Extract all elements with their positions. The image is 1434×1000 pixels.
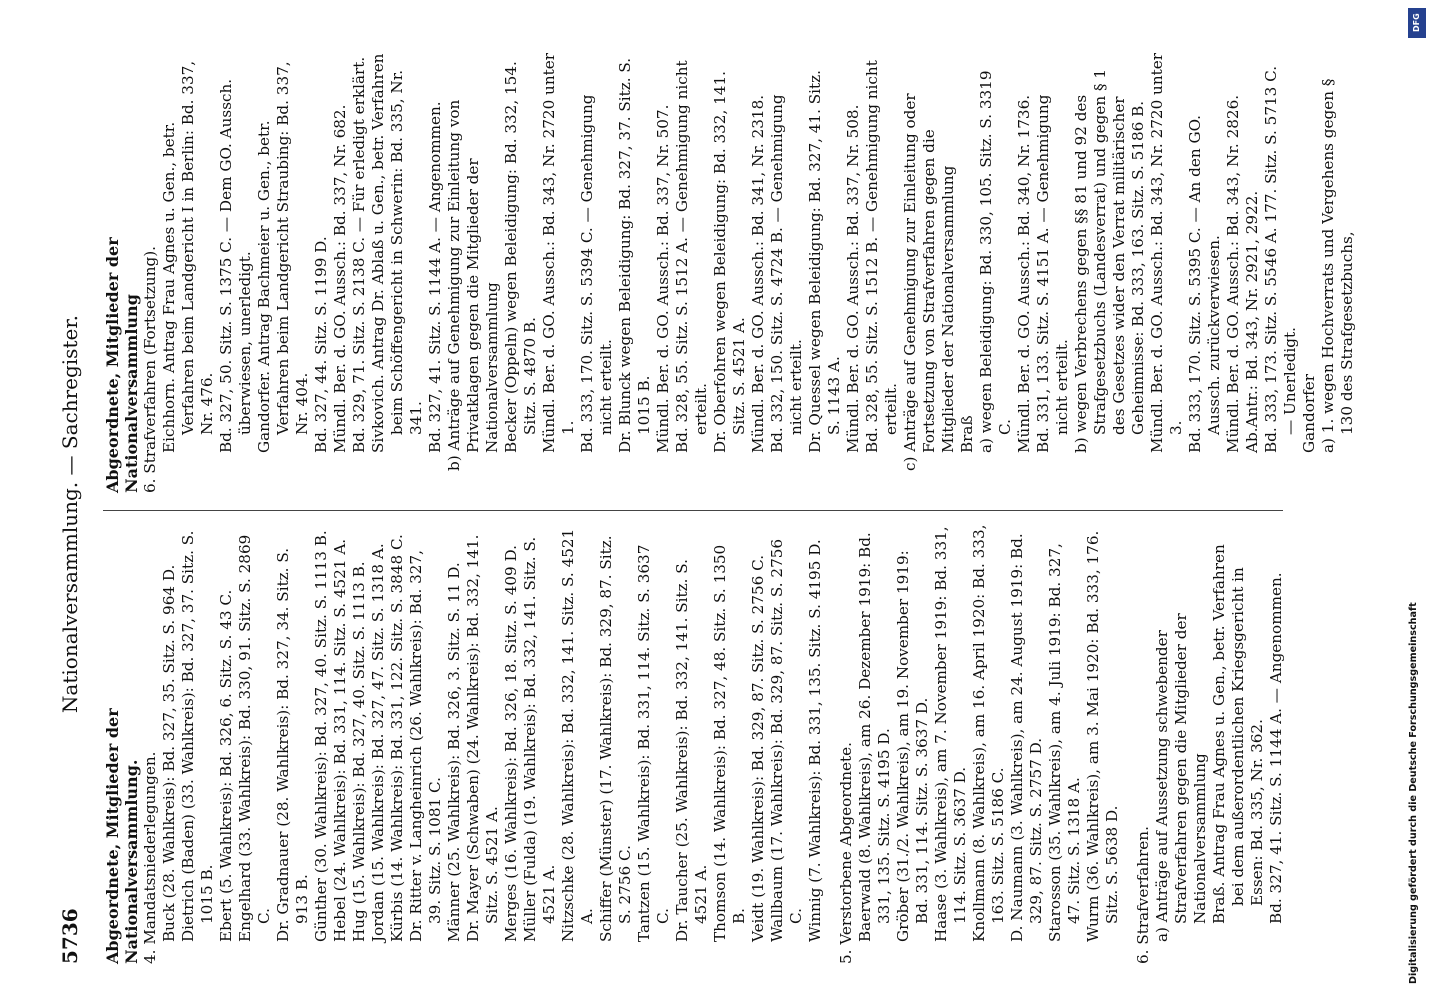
running-title: Nationalversammlung. — Sachregister. [58, 314, 82, 714]
right-column [103, 53, 1357, 493]
register-entry: Bd. 327, 50. Sitz. S. 1375 C. — Dem GO. Aussch. überwiesen, unerledigt. [217, 78, 254, 453]
register-entry: Sivkovich. Antrag Dr. Ablaß u. Gen., betr. Verfahren beim Schöffengericht in Schwerin: Bd. 335, Nr. 341. [369, 53, 425, 453]
register-entry: Knollmann (8. Wahlkreis), am 16. April 1920: Bd. 333, 163. Sitz. S. 5186 C. [970, 524, 1007, 942]
register-entry: Bd. 327, 41. Sitz. S. 1144 A. — Angenommen. [1267, 572, 1285, 924]
register-entry: Mündl. Ber. d. GO. Aussch.: Bd. 343, Nr. 2720 unter 1. [540, 53, 577, 453]
spacer [1122, 524, 1134, 964]
register-entry: Bd. 328, 55. Sitz. S. 1512 B. — Genehmigung nicht erteilt. [863, 60, 900, 453]
register-entry: Mündl. Ber. d. GO. Aussch.: Bd. 343, Nr. 2720 unter 3. [1148, 53, 1185, 453]
register-entry: Bd. 333, 170. Sitz. S. 5394 C. — Genehmigung nicht erteilt. [578, 94, 615, 453]
register-entry: Veidt (19. Wahlkreis): Bd. 329, 87. Sitz. S. 2756 C. [749, 554, 767, 942]
register-entry: Müller (Fulda) (19. Wahlkreis): Bd. 332, 141. Sitz. S. 4521 A. [521, 536, 558, 942]
register-entry: Mündl. Ber. d. GO. Aussch.: Bd. 337, Nr. 508. [844, 104, 862, 453]
spacer [825, 524, 837, 964]
register-entry: Gandorfer [1300, 374, 1318, 453]
register-entry: Jordan (15. Wahlkreis): Bd. 327, 47. Sitz. S. 1318 A. [369, 543, 387, 942]
column-divider [103, 510, 1283, 511]
register-entry: Engelhard (33. Wahlkreis): Bd. 330, 91. Sitz. S. 2869 C. [236, 534, 273, 942]
register-entry: Dr. Taucher (25. Wahlkreis): Bd. 332, 141. Sitz. S. 4521 A. [673, 559, 710, 942]
register-entry: Ebert (5. Wahlkreis): Bd. 326, 6. Sitz. S. 43 C. [217, 589, 235, 942]
register-entry: Starosson (35. Wahlkreis), am 4. Juli 1919: Bd. 327, 47. Sitz. S. 1318 A. [1046, 543, 1083, 942]
register-entry: 6. Strafverfahren (Fortsetzung). [141, 246, 159, 493]
register-entry: Bd. 327, 41. Sitz. S. 1144 A. — Angenommen. [426, 101, 444, 453]
register-entry: Hebel (24. Wahlkreis): Bd. 331, 114. Sitz. S. 4521 A. [331, 538, 349, 942]
register-entry: Braß [958, 415, 976, 453]
register-entry: Mündl. Ber. d. GO. Aussch.: Bd. 343, Nr. 2826. [1224, 94, 1242, 453]
register-entry: Hug (15. Wahlkreis): Bd. 327, 40. Sitz. S. 1113 B. [350, 561, 368, 942]
register-entry: Gandorfer. Antrag Bachmeier u. Gen., betr. Verfahren beim Landgericht Straubing: Bd. 337, Nr. 404. [255, 61, 311, 453]
page-number: 5736 [58, 908, 82, 964]
register-entry: Mündl. Ber. d. GO. Aussch.: Bd. 337, Nr. 682. [331, 104, 349, 453]
register-entry: Winnig (7. Wahlkreis): Bd. 331, 135. Sitz. S. 4195 D. [806, 539, 824, 942]
funding-note: Digitalisierung gefördert durch die Deutsche Forschungsgemeinschaft [1408, 602, 1419, 984]
register-entry: Kürbis (14. Wahlkreis): Bd. 331, 122. Sitz. S. 3848 C. [388, 534, 406, 942]
left-column [103, 524, 1286, 964]
register-entry: Männer (25. Wahlkreis): Bd. 326, 3. Sitz. S. 11 D. [445, 562, 463, 942]
register-entry: 5. Verstorbene Abgeordnete. [837, 742, 855, 964]
dfg-sidebar [1408, 8, 1428, 988]
register-entry: a) Anträge auf Aussetzung schwebender Strafverfahren gegen die Mitglieder der Nationalversammlung [1153, 613, 1209, 942]
register-entry: Merges (16. Wahlkreis): Bd. 326, 18. Sitz. S. 409 D. [502, 545, 520, 942]
dfg-logo: DFG [1408, 8, 1426, 38]
register-entry: Braß. Antrag Frau Agnes u. Gen., betr. Verfahren bei dem außerordentlichen Kriegsgericht in Essen: Bd. 335, Nr. 362. [1210, 544, 1266, 924]
register-entry: Dr. Mayer (Schwaben) (24. Wahlkreis): Bd. 332, 141. Sitz. S. 4521 A. [464, 534, 501, 942]
register-entry: Dr. Gradnauer (28. Wahlkreis): Bd. 327, 34. Sitz. S. 913 B. [274, 547, 311, 942]
register-entry: Ab.Antr.: Bd. 343, Nr. 2921, 2922. [1243, 190, 1261, 453]
register-entry: Becker (Oppeln) wegen Beleidigung: Bd. 332, 154. Sitz. S. 4870 B. [502, 61, 539, 453]
register-entry: Baerwald (8. Wahlkreis), am 26. Dezember 1919: Bd. 331, 135. Sitz. S. 4195 D. [856, 532, 893, 942]
register-entry: Dr. Quessel wegen Beleidigung: Bd. 327, 41. Sitz. S. 1143 A. [806, 70, 843, 453]
register-entry: Dr. Ritter v. Langheinrich (26. Wahlkreis): Bd. 327, 39. Sitz. S. 1081 C. [407, 550, 444, 942]
register-entry: Günther (30. Wahlkreis): Bd. 327, 40. Sitz. S. 1113 B. [312, 530, 330, 942]
register-entry: b) Anträge auf Genehmigung zur Einleitung von Privatklagen gegen die Mitglieder der Nationalversammlung [445, 99, 501, 471]
register-entry: Bd. 331, 133. Sitz. S. 4151 A. — Genehmigung nicht erteilt. [1034, 94, 1071, 453]
register-entry: Buck (28. Wahlkreis): Bd. 327, 35. Sitz. S. 964 D. [160, 564, 178, 942]
section-heading: Abgeordnete, Mitglieder der Nationalversammlung [103, 237, 141, 493]
register-entry: Schiffer (Münster) (17. Wahlkreis): Bd. 329, 87. Sitz. S. 2756 C. [597, 535, 634, 942]
register-entry: Bd. 333, 173. Sitz. S. 5546 A. 177. Sitz. S. 5713 C. — Unerledigt. [1262, 65, 1299, 453]
register-entry: Tantzen (15. Wahlkreis): Bd. 331, 114. Sitz. S. 3637 C. [635, 544, 672, 942]
register-entry: 6. Strafverfahren. [1134, 826, 1152, 964]
register-entry: Mündl. Ber. d. GO. Aussch.: Bd. 341, Nr. 2318. [749, 94, 767, 453]
register-entry: Nitzschke (28. Wahlkreis): Bd. 332, 141. Sitz. S. 4521 A. [559, 528, 596, 942]
register-entry: Bd. 327, 44. Sitz. S. 1199 D. [312, 236, 330, 453]
register-entry: Bd. 328, 55. Sitz. S. 1512 A. — Genehmigung nicht erteilt. [673, 60, 710, 453]
register-entry: Bd. 329, 71. Sitz. S. 2138 C. — Für erledigt erklärt. [350, 56, 368, 453]
register-entry: Wurm (36. Wahlkreis), am 3. Mai 1920: Bd. 333, 176. Sitz. S. 5638 D. [1084, 530, 1121, 942]
register-entry: D. Naumann (3. Wahlkreis), am 24. August 1919: Bd. 329, 87. Sitz. S. 2757 D. [1008, 533, 1045, 942]
register-entry: Mündl. Ber. d. GO. Aussch.: Bd. 337, Nr. 507. [654, 104, 672, 453]
register-entry: c) Anträge auf Genehmigung zur Einleitung oder Fortsetzung von Strafverfahren gegen die Mitglieder der Nationalversammlung [901, 93, 957, 471]
document-page [48, 38, 1356, 978]
register-entry: b) wegen Verbrechens gegen §§ 81 und 92 des Strafgesetzbuchs (Landesverrat) und gegen § 1 des Gesetzes wider den Verrat militärischer Geheimnisse: Bd. 333, 163. Sitz. S. 5186 B. [1072, 68, 1147, 453]
register-entry: 4. Mandatsniederlegungen. [141, 751, 159, 964]
register-entry: Bd. 332, 150. Sitz. S. 4724 B. — Genehmigung nicht erteilt. [768, 94, 805, 453]
register-entry: Dietrich (Baden) (33. Wahlkreis): Bd. 327, 37. Sitz. S. 1015 B. [179, 530, 216, 942]
register-entry: Gröber (31./2. Wahlkreis), am 19. November 1919: Bd. 331, 114. Sitz. S. 3637 D. [894, 550, 931, 942]
register-entry: Dr. Blunck wegen Beleidigung: Bd. 327, 37. Sitz. S. 1015 B. [616, 57, 653, 453]
register-entry: Haase (3. Wahlkreis), am 7. November 1919: Bd. 331, 114. Sitz. S. 3637 D. [932, 526, 969, 942]
section-heading: Abgeordnete, Mitglieder der Nationalversammlung. [103, 708, 141, 964]
register-entry: a) wegen Beleidigung: Bd. 330, 105. Sitz. S. 3319 C. [977, 70, 1014, 453]
rotated-page [48, 53, 1434, 978]
register-entry: Eichhorn. Antrag Frau Agnes u. Gen., betr. Verfahren beim Landgericht I in Berlin: Bd. 337, Nr. 476. [160, 60, 216, 453]
register-entry: Bd. 333, 170. Sitz. S. 5395 C. — An den GO. Aussch. zurückverwiesen. [1186, 114, 1223, 453]
page-header [58, 64, 88, 964]
register-entry: Wallbaum (17. Wahlkreis): Bd. 329, 87. Sitz. S. 2756 C. [768, 538, 805, 942]
register-entry: Mündl. Ber. d. GO. Aussch.: Bd. 340, Nr. 1736. [1015, 94, 1033, 453]
register-entry: Dr. Oberfohren wegen Beleidigung: Bd. 332, 141. Sitz. S. 4521 A. [711, 71, 748, 453]
register-entry: a) 1. wegen Hochverrats und Vergehens gegen § 130 des Strafgesetzbuchs, [1319, 78, 1356, 453]
register-entry: Thomson (14. Wahlkreis): Bd. 327, 48. Sitz. S. 1350 B. [711, 544, 748, 942]
